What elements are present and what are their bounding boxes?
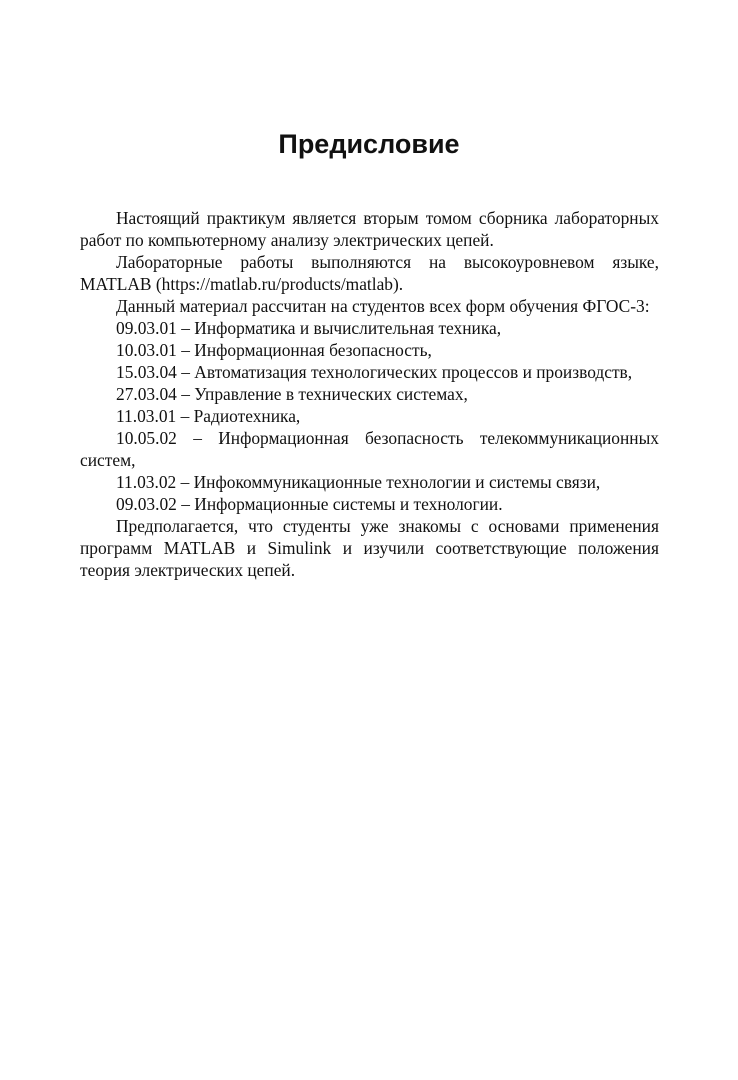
list-item-specialty: 27.03.04 – Управление в технических системах, [116,384,468,404]
list-item-specialty: 09.03.01 – Информатика и вычислительная техника, [116,318,502,338]
preface-body [80,207,659,581]
list-item-specialty: 10.05.02 – Информационная безопасность телекоммуникационных систем, [80,428,659,470]
list-item-specialty: 15.03.04 – Автоматизация технологических процессов и производств, [116,362,633,382]
list-item-specialty: 09.03.02 – Информационные системы и технологии. [116,494,503,514]
paragraph-intro: Настоящий практикум является вторым томом сборника лабораторных работ по компьютерному анализу электрических цепей. [80,208,659,250]
list-item-specialty: 10.03.01 – Информационная безопасность, [116,340,432,360]
paragraph-audience: Данный материал рассчитан на студентов всех форм обучения ФГОС-3: [116,296,650,316]
page-title: Предисловие [278,129,460,159]
list-item-specialty: 11.03.01 – Радиотехника, [116,406,301,426]
paragraph-language: Лабораторные работы выполняются на высокоуровневом языке, MATLAB (https://matlab.ru/products/matlab). [80,252,659,294]
paragraph-prerequisites: Предполагается, что студенты уже знакомы с основами применения программ MATLAB и Simulink и изучили соответствующие положения теория электрических цепей. [80,516,659,580]
list-item-specialty: 11.03.02 – Инфокоммуникационные технологии и системы связи, [116,472,601,492]
